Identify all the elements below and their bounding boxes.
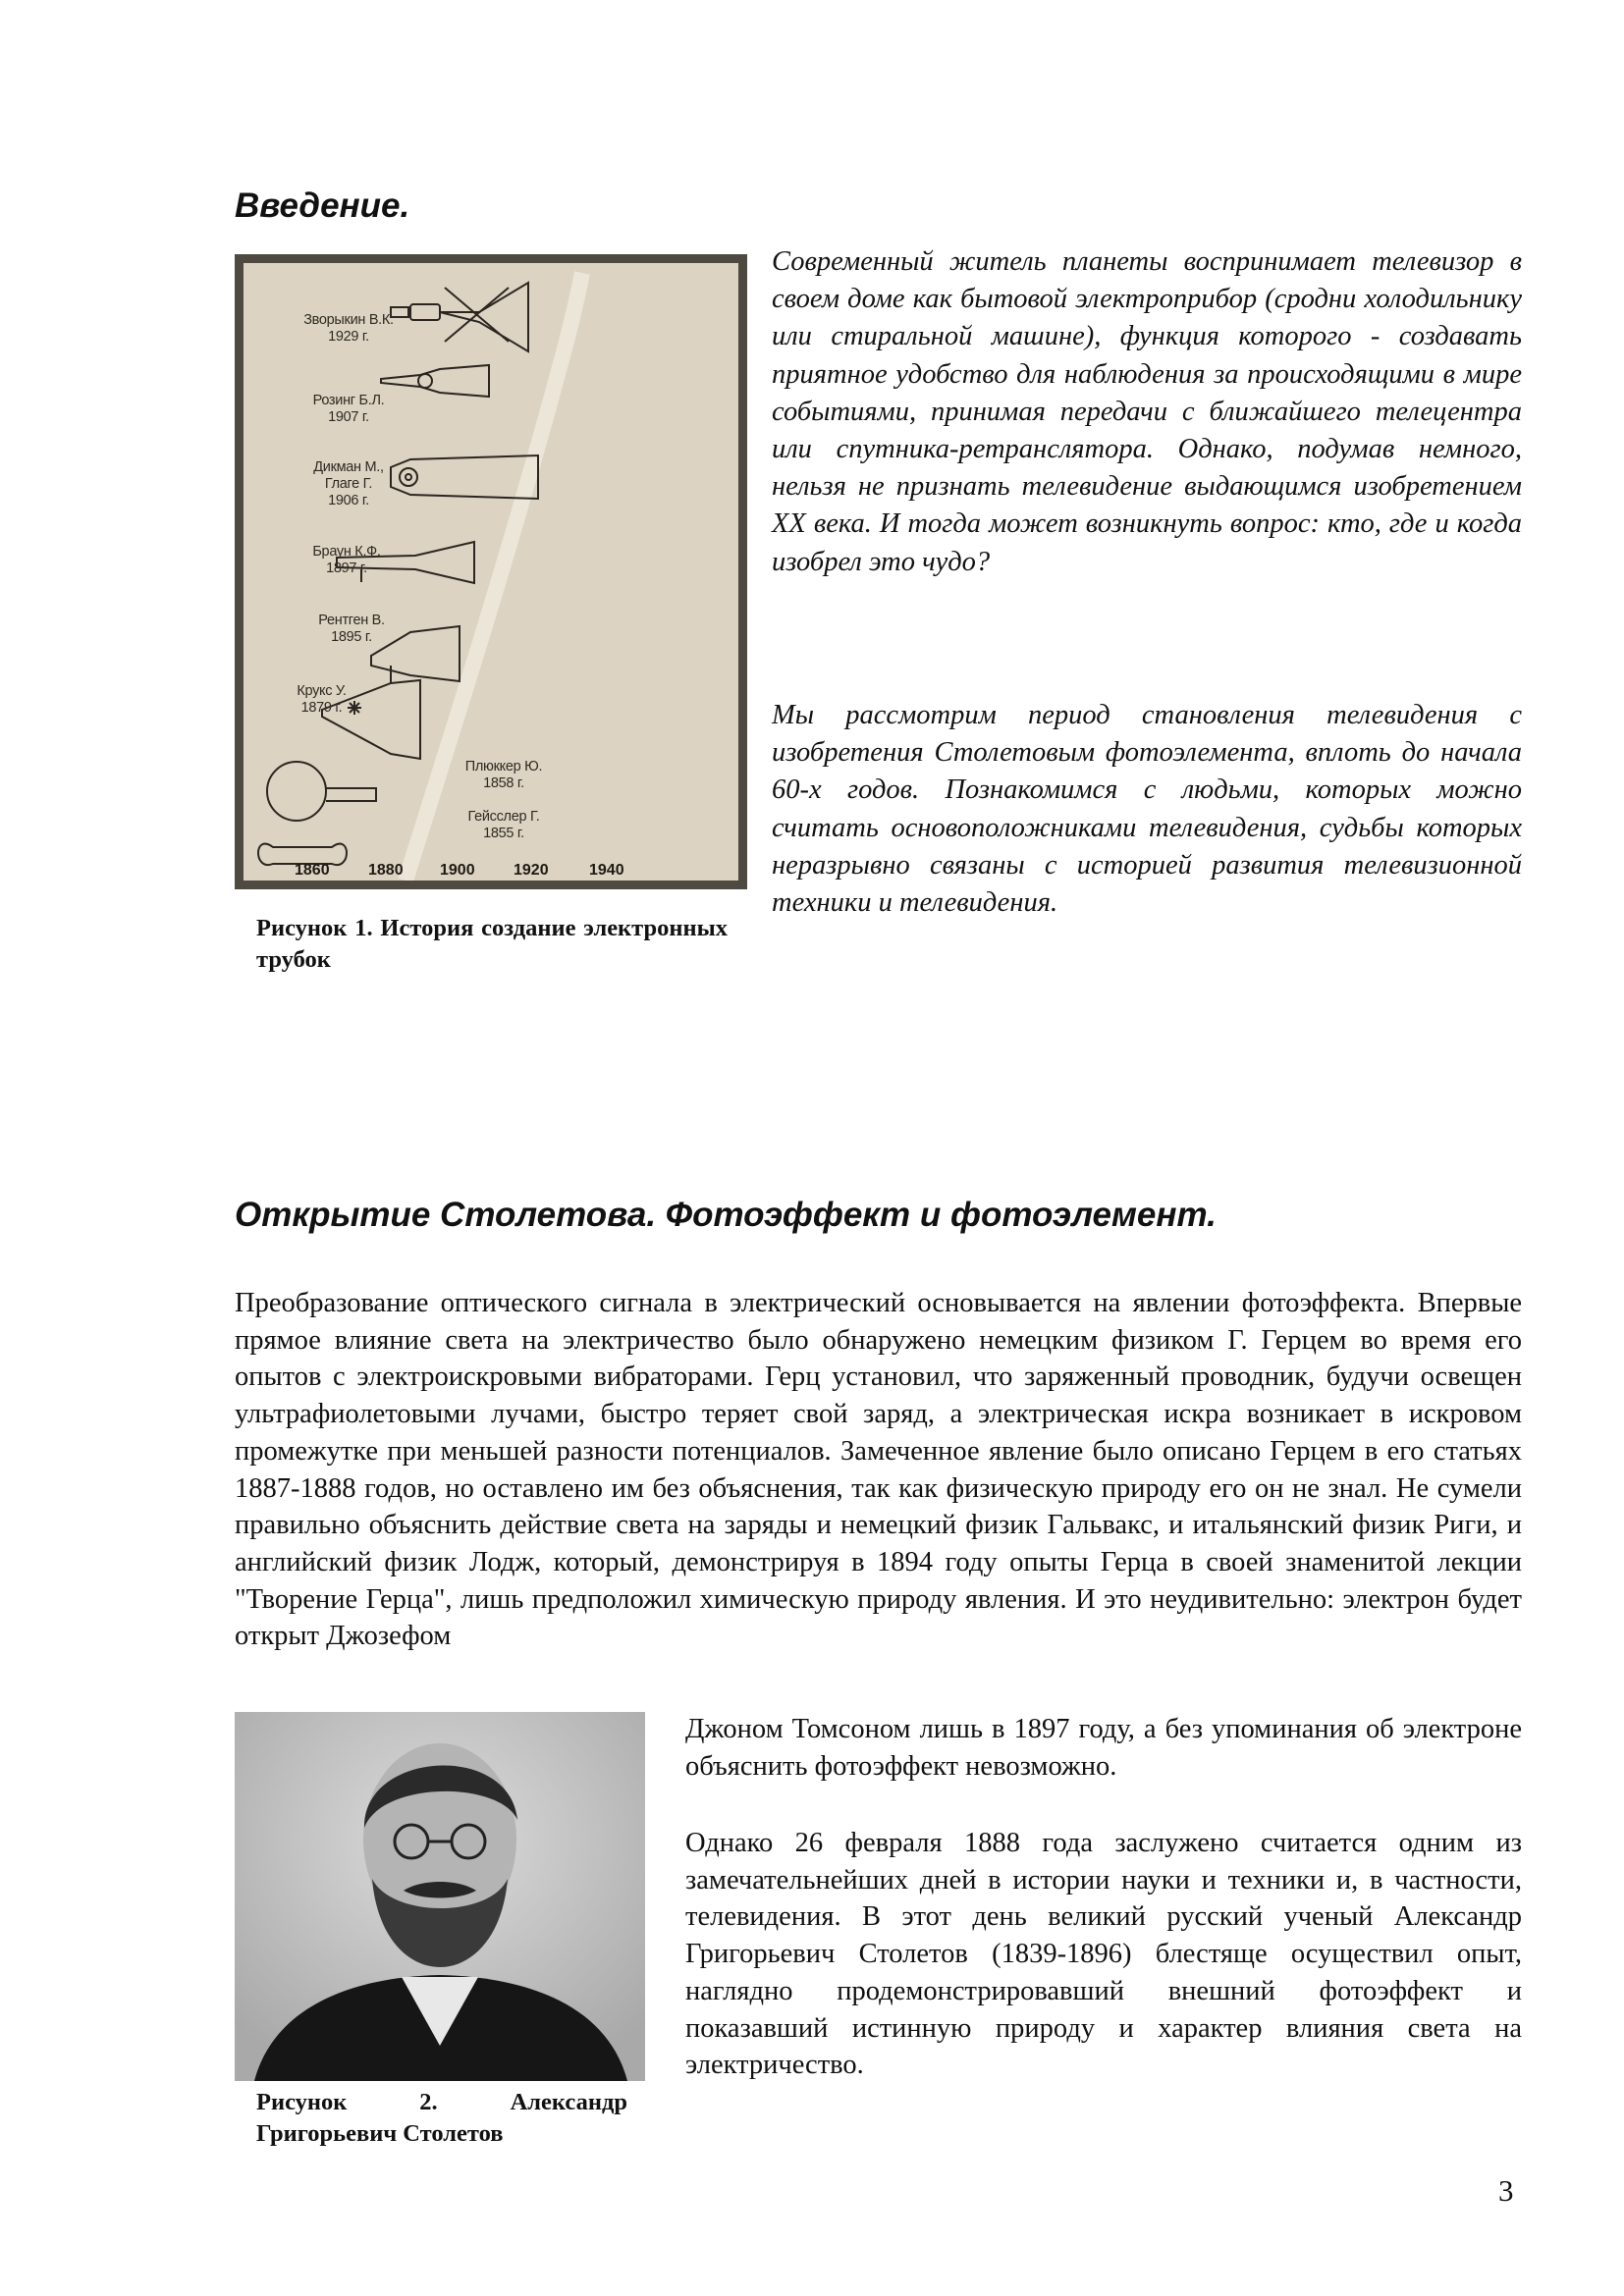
label-braun: Браун К.Ф. 1897 г. [312, 544, 381, 576]
axis-year-1940: 1940 [589, 862, 624, 879]
page-number: 3 [1498, 2173, 1514, 2208]
photoeffect-paragraph: Преобразование оптического сигнала в электрический основывается на явлении фотоэффекта. Впервые прямое влияние света на электричество было обнаружено немецким физиком Г. Герцем во время его опытов с электроискровыми вибраторами. Герц установил, что заряженный проводник, будучи освещен ультрафиолетовыми лучами, быстро теряет свой заряд, а электрическая искра возникает в искровом промежутке при меньшей разности потенциалов. Замеченное явление было описано Герцем в его статьях 1887-1888 годов, но оставлено им без объяснения, так как физическую природу его он не знал. Не сумели правильно объяснить действие света на заряды и немецкий физик Гальвакс, и итальянский физик Риги, и английский физик Лодж, который, демонстрируя в 1894 году опыты Герца в своей знаменитой лекции "Творение Герца", лишь предположил химическую природу явления. И это неудивительно: электрон будет открыт Джозефом [235, 1288, 1522, 1652]
intro-paragraph-2: Мы рассмотрим период становления телевидения с изобретения Столетовым фотоэлемента, вплоть до начала 60-х годов. Познакомимся с людьми, которых можно считать основоположниками телевидения, судьбы которых неразрывно связаны с историей развития телевизионной техники и телевидения. [772, 700, 1522, 919]
stoletov-portrait-image [235, 1712, 645, 2081]
figure-1-tube-history [235, 254, 747, 889]
figure-2-stoletov-portrait [235, 1712, 645, 2081]
photoeffect-paragraph-continued: Джоном Томсоном лишь в 1897 году, а без упоминания об электроне объяснить фотоэффект невозможно. [685, 1714, 1522, 1782]
label-geissler: Гейсслер Г. 1855 г. [467, 809, 540, 841]
axis-year-1860: 1860 [295, 862, 330, 879]
section-title-introduction: Введение. [235, 187, 410, 225]
label-roentgen: Рентген В. 1895 г. [318, 613, 385, 645]
stoletov-experiment-paragraph: Однако 26 февраля 1888 года заслужено считается одним из замечательнейших дней в истории науки и техники и, в частности, телевидения. В этот день великий русский ученый Александр Григорьевич Столетов (1839-1896) блестяще осуществил опыт, наглядно продемонстрировавший внешний фотоэффект и показавший истинную природу и характер влияния света на электричество. [685, 1828, 1522, 2081]
axis-year-1900: 1900 [440, 862, 475, 879]
intro-paragraph-1: Современный житель планеты воспринимает телевизор в своем доме как бытовой электроприбор (сродни холодильнику или стиральной машине), функция которого - создавать приятное удобство для наблюдения за происходящими в мире событиями, принимая передачи с ближайшего телецентра или спутника-ретранслятора. Однако, подумав немного, нельзя не признать телевидение выдающимся изобретением XX века. И тогда может возникнуть вопрос: кто, где и когда изобрел это чудо? [772, 246, 1522, 577]
label-crookes: Крукс У. 1879 г. [297, 683, 347, 716]
label-dieckmann: Дикман М., Глаге Г. 1906 г. [313, 459, 384, 508]
section-title-stoletov-discovery: Открытие Столетова. Фотоэффект и фотоэлемент. [235, 1196, 1217, 1234]
label-rosing: Розинг Б.Л. 1907 г. [312, 393, 385, 425]
axis-year-1920: 1920 [514, 862, 549, 879]
figure-2-caption: Рисунок 2. Александр Григорьевич Столетов [256, 2089, 627, 2147]
label-zworykin: Зворыкин В.К. 1929 г. [303, 312, 394, 345]
axis-year-1880: 1880 [368, 862, 404, 879]
label-pluecker: Плюккер Ю. 1858 г. [464, 759, 543, 791]
figure-1-caption: Рисунок 1. История создание электронных трубок [256, 915, 728, 973]
